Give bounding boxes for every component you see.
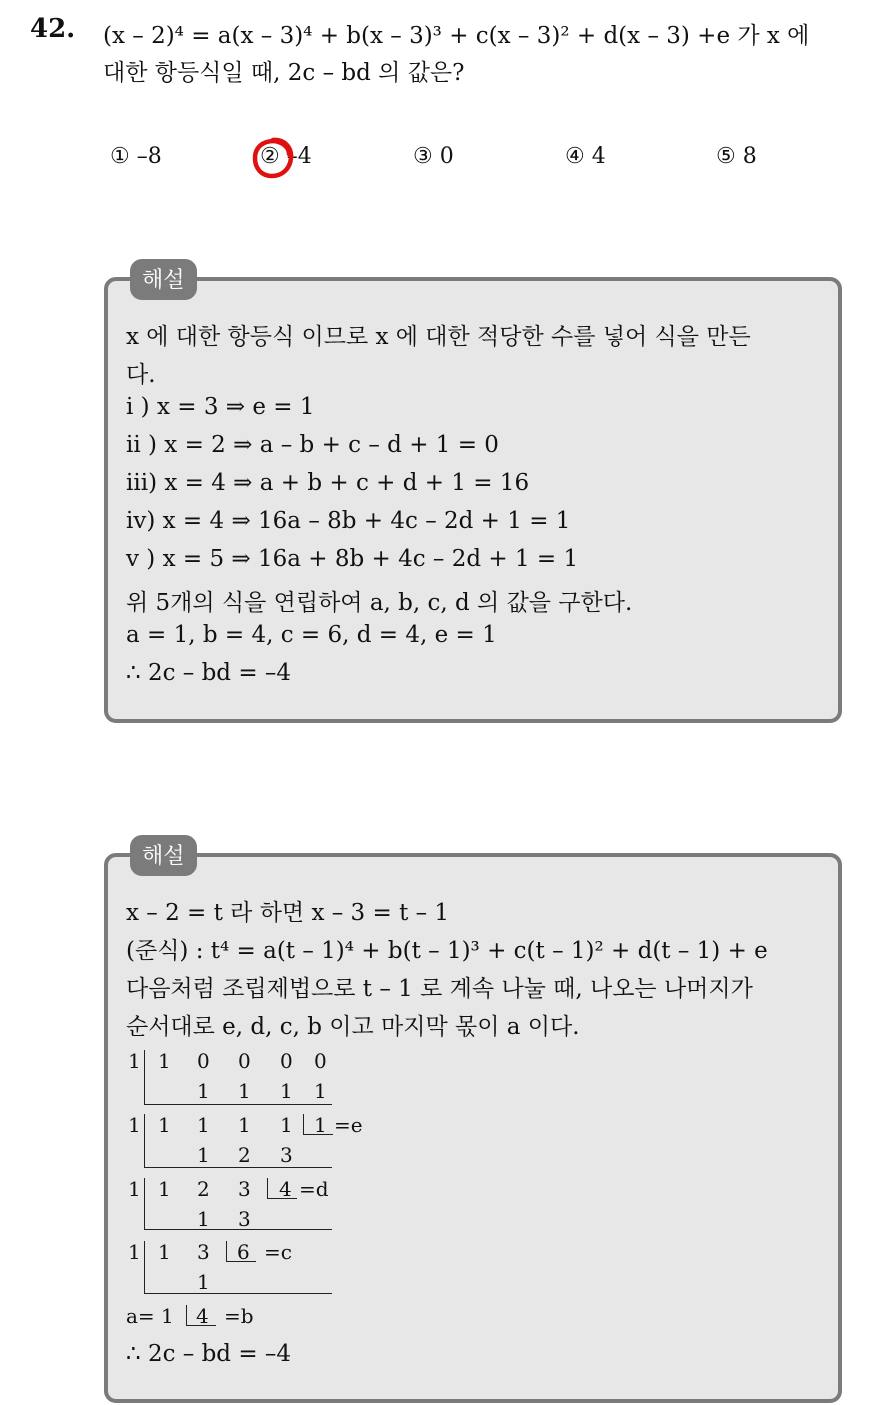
solution1-line: iv) x = 4 ⇒ 16a – 8b + 4c – 2d + 1 = 1	[126, 508, 571, 534]
solution2-line: (준식) : t⁴ = a(t – 1)⁴ + b(t – 1)³ + c(t – 1)² + d(t – 1) + e	[126, 938, 768, 964]
solution2-line: x – 2 = t 라 하면 x – 3 = t – 1	[126, 900, 450, 926]
sum-line	[144, 1167, 332, 1168]
sum-line	[144, 1229, 332, 1230]
remainder-label: =e	[334, 1113, 363, 1137]
sum-line	[144, 1104, 332, 1105]
remainder-bracket	[226, 1241, 227, 1261]
carry-value: 1	[314, 1079, 327, 1103]
remainder-bracket	[303, 1114, 304, 1134]
solution1-line: ∴ 2c – bd = –4	[126, 660, 292, 686]
solution1-line: x 에 대한 항등식 이므로 x 에 대한 적당한 수를 넣어 식을 만든	[126, 324, 751, 350]
coefficient: 1	[158, 1177, 171, 1201]
division-bar	[144, 1178, 145, 1229]
remainder-c: 6	[237, 1240, 250, 1264]
coefficient: 3	[238, 1177, 251, 1201]
solution1-line: 위 5개의 식을 연립하여 a, b, c, d 의 값을 구한다.	[126, 590, 633, 616]
coefficient: 0	[314, 1049, 327, 1073]
coefficient: 0	[197, 1049, 210, 1073]
carry-value: 3	[280, 1143, 293, 1167]
choice-3[interactable]: ③ 0	[413, 144, 454, 169]
choice-5[interactable]: ⑤ 8	[716, 144, 757, 169]
carry-value: 1	[197, 1079, 210, 1103]
remainder-b: 4	[196, 1304, 209, 1328]
solution-tag-1: 해설	[130, 259, 197, 300]
coefficient: 2	[197, 1177, 210, 1201]
coefficient: 0	[238, 1049, 251, 1073]
carry-value: 1	[197, 1207, 210, 1231]
remainder-label: =d	[299, 1177, 329, 1201]
choice-1[interactable]: ① –8	[110, 144, 162, 169]
remainder-bracket	[267, 1178, 268, 1198]
coefficient: 0	[280, 1049, 293, 1073]
answer-choices	[0, 144, 884, 174]
coefficient: 1	[158, 1049, 171, 1073]
remainder-label: =b	[224, 1304, 254, 1328]
solution2-conclusion: ∴ 2c – bd = –4	[126, 1341, 292, 1367]
red-circle-mark-icon	[249, 134, 297, 182]
choice-2[interactable]: ② –4	[260, 144, 312, 169]
quotient-a: a= 1	[126, 1304, 174, 1328]
sum-line	[144, 1293, 332, 1294]
solution2-line: 다음처럼 조립제법으로 t – 1 로 계속 나눌 때, 나오는 나머지가	[126, 976, 753, 1002]
coefficient: 1	[197, 1113, 210, 1137]
coefficient: 1	[280, 1113, 293, 1137]
solution2-line: 순서대로 e, d, c, b 이고 마지막 몫이 a 이다.	[126, 1014, 580, 1040]
carry-value: 1	[280, 1079, 293, 1103]
carry-value: 1	[197, 1143, 210, 1167]
solution1-line: ii ) x = 2 ⇒ a – b + c – d + 1 = 0	[126, 432, 499, 458]
remainder-d: 4	[279, 1177, 292, 1201]
choice-4[interactable]: ④ 4	[565, 144, 606, 169]
divisor: 1	[128, 1113, 141, 1137]
question-number: 42.	[30, 14, 76, 44]
coefficient: 1	[158, 1113, 171, 1137]
solution1-line: v ) x = 5 ⇒ 16a + 8b + 4c – 2d + 1 = 1	[126, 546, 579, 572]
coefficient: 3	[197, 1240, 210, 1264]
divisor: 1	[128, 1049, 141, 1073]
division-bar	[144, 1241, 145, 1294]
carry-value: 3	[238, 1207, 251, 1231]
carry-value: 2	[238, 1143, 251, 1167]
divisor: 1	[128, 1177, 141, 1201]
coefficient: 1	[238, 1113, 251, 1137]
question-text-line-2: 대한 항등식일 때, 2c – bd 의 값은?	[103, 60, 465, 86]
remainder-e: 1	[314, 1113, 327, 1137]
solution1-line: i ) x = 3 ⇒ e = 1	[126, 394, 315, 420]
solution1-line: a = 1, b = 4, c = 6, d = 4, e = 1	[126, 622, 497, 648]
remainder-bracket	[186, 1305, 187, 1325]
coefficient: 1	[158, 1240, 171, 1264]
division-bar	[144, 1050, 145, 1105]
divisor: 1	[128, 1240, 141, 1264]
question-text-line-1: (x – 2)⁴ = a(x – 3)⁴ + b(x – 3)³ + c(x – 3)² + d(x – 3) +e 가 x 에	[103, 23, 810, 49]
carry-value: 1	[197, 1270, 210, 1294]
solution1-line: iii) x = 4 ⇒ a + b + c + d + 1 = 16	[126, 470, 530, 496]
solution1-line: 다.	[126, 362, 156, 388]
division-bar	[144, 1114, 145, 1168]
remainder-label: =c	[264, 1240, 292, 1264]
solution-tag-2: 해설	[130, 835, 197, 876]
carry-value: 1	[238, 1079, 251, 1103]
